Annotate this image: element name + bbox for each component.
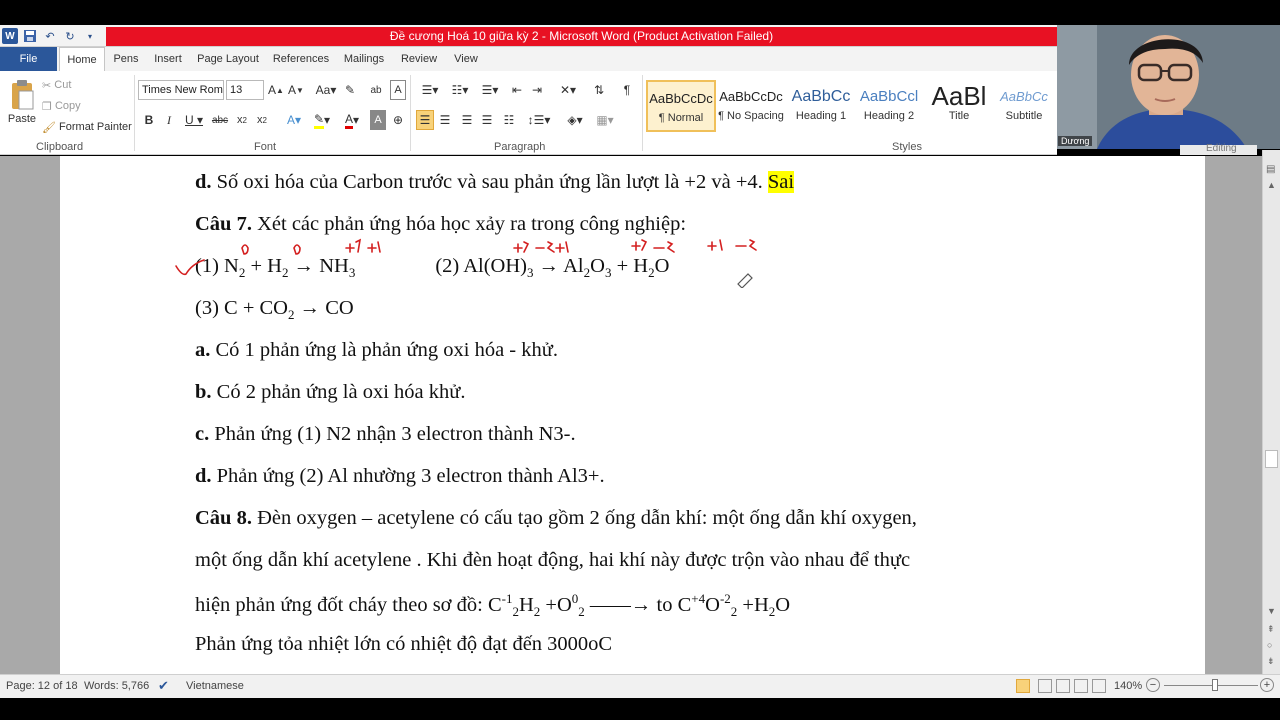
zoom-level[interactable]: 140% (1114, 680, 1143, 692)
format-painter-button[interactable] (42, 119, 132, 135)
subscript-button[interactable]: x 2 (237, 114, 247, 126)
styles-group-label: Styles (892, 141, 922, 153)
scroll-thumb[interactable] (1265, 450, 1278, 468)
style-sample: AaBbCcDc (649, 91, 713, 106)
doc-line-11[interactable]: hiện phản ứng đốt cháy theo sơ đồ: $C^{-1}_2H_2 +O^0_2$ ——→ to $C^{+4}O^{-2}_2 +H_2O$ (195, 591, 791, 619)
tab-file[interactable]: File (0, 47, 57, 71)
cut-button[interactable] (42, 77, 71, 93)
question-label: Câu 7. (195, 213, 252, 235)
window-title: Đề cương Hoá 10 giữa kỳ 2 - Microsoft Word (Product Activation Failed) (106, 27, 1057, 46)
bullets-button[interactable]: ☰▾ (421, 83, 439, 97)
separator (642, 75, 643, 151)
doc-line-reactions-1-2[interactable]: (1) $N_2 + H_2 \to NH_3$ (2) $Al(OH)_3 \to Al_2O_3 + H_2O$ (195, 255, 670, 281)
style-name: Title (948, 110, 970, 122)
scroll-up-icon[interactable]: ▲ (1267, 180, 1276, 190)
font-family-select[interactable]: Times New Rom (138, 80, 224, 100)
cut-label: Cut (54, 79, 72, 91)
align-right-button[interactable]: ☰ (461, 113, 473, 127)
decrease-indent-button[interactable]: ⇤ (511, 83, 523, 97)
tab-view[interactable]: View (454, 53, 478, 65)
webcam-overlay (1057, 25, 1280, 149)
style-heading-1[interactable] (786, 80, 856, 132)
tab-insert[interactable]: Insert (154, 53, 182, 65)
clear-format-icon[interactable]: ✎ (344, 83, 356, 97)
shrink-font-button[interactable]: A ▼ (288, 83, 304, 97)
sort-button[interactable]: ⇅ (593, 83, 605, 97)
paragraph-group-label: Paragraph (494, 141, 546, 153)
borders-button[interactable]: ▦▾ (596, 113, 614, 127)
scissors-icon: ✂ (42, 79, 52, 92)
show-formatting-button[interactable]: ¶ (623, 83, 631, 97)
line-text: Đèn oxygen – acetylene có cấu tạo gồm 2 ống dẫn khí: một ống dẫn khí oxygen, (251, 507, 917, 529)
style-sample: AaBbCc (1000, 89, 1048, 104)
doc-line-12[interactable] (195, 633, 612, 656)
enclose-characters-button[interactable]: ⊕ (392, 113, 404, 127)
doc-line-6[interactable] (195, 381, 466, 404)
underline-button[interactable]: U ▾ (184, 113, 204, 127)
editing-group-label-area (1180, 145, 1257, 155)
print-layout-view-icon[interactable] (1016, 679, 1030, 693)
style-sample: AaBl (931, 81, 987, 110)
doc-line-10[interactable] (195, 549, 910, 572)
ribbon-tabs (0, 47, 1057, 71)
proofing-icon[interactable]: ✔ (158, 678, 169, 693)
style-subtitle[interactable] (992, 80, 1056, 132)
copy-icon: ❐ (42, 100, 52, 113)
previous-page-icon[interactable]: ⇞ (1267, 624, 1275, 634)
ribbon (0, 71, 1057, 155)
style-normal[interactable] (646, 80, 716, 132)
zoom-in-icon[interactable]: + (1260, 678, 1274, 692)
next-page-icon[interactable]: ⇟ (1267, 656, 1275, 666)
doc-line-8[interactable] (195, 465, 605, 488)
save-icon[interactable] (22, 28, 38, 44)
brush-icon: 🖌 (42, 121, 56, 134)
option-label: a. (195, 339, 211, 361)
doc-line-5[interactable] (195, 339, 558, 362)
page-count[interactable]: Page: 12 of 18 (6, 680, 78, 692)
redo-icon[interactable]: ↻ (65, 30, 75, 43)
line-text: Phản ứng tỏa nhiệt lớn có nhiệt độ đạt đến 3000oC (195, 633, 613, 655)
zoom-slider-track[interactable] (1164, 685, 1258, 686)
line-text: Có 2 phản ứng là oxi hóa khử. (211, 381, 466, 403)
outline-view-icon[interactable] (1074, 679, 1088, 693)
browse-object-icon[interactable]: ○ (1267, 640, 1273, 650)
doc-line-reaction-3[interactable]: (3) $C + CO_2$ → CO (195, 297, 354, 323)
style-name: Heading 2 (863, 110, 915, 122)
highlighted-answer: Sai (767, 171, 795, 193)
doc-line-7[interactable] (195, 423, 576, 446)
change-case-button[interactable]: Aa▾ (315, 83, 337, 97)
option-label: b. (195, 381, 212, 403)
tab-pens[interactable]: Pens (113, 53, 139, 65)
copy-button[interactable] (42, 98, 81, 114)
paste-label[interactable]: Paste (7, 113, 37, 125)
word-count[interactable]: Words: 5,766 (84, 680, 150, 692)
font-color-button[interactable]: A ▾ (344, 111, 360, 127)
option-label: d. (195, 465, 212, 487)
line-text: Xét các phản ứng hóa học xảy ra trong công nghiệp: (251, 213, 687, 235)
separator (410, 75, 411, 151)
style-name: Subtitle (1005, 110, 1043, 122)
question-label: Câu 8. (195, 507, 252, 529)
highlight-color-button[interactable]: ✎ ▾ (313, 111, 331, 127)
line-text: một ống dẫn khí acetylene . Khi đèn hoạt động, hai khí này được trộn vào nhau để thực (195, 549, 911, 571)
customize-qat-icon[interactable]: ▾ (87, 31, 92, 41)
status-bar (0, 674, 1280, 698)
option-label: d. (195, 171, 212, 193)
character-shading-button[interactable]: A (370, 110, 386, 130)
text-effects-button[interactable]: A▾ (286, 113, 302, 127)
style-title[interactable] (924, 80, 994, 132)
style-sample: AaBbCc (791, 88, 851, 105)
style-name: ¶ Normal (658, 112, 704, 124)
distributed-button[interactable]: ☷ (503, 113, 515, 127)
person-video-feed (1057, 25, 1280, 149)
style-name: ¶ No Spacing (718, 110, 784, 122)
bottom-black-bar (0, 698, 1280, 720)
undo-icon[interactable]: ↶ (45, 30, 55, 43)
style-sample: AaBbCcDc (719, 89, 783, 104)
top-black-bar (0, 0, 1280, 25)
doc-line-2[interactable] (195, 213, 686, 236)
zoom-out-icon[interactable]: − (1146, 678, 1160, 692)
font-group-label: Font (254, 141, 277, 153)
zoom-slider-thumb[interactable] (1212, 679, 1218, 691)
multilevel-list-button[interactable]: ☰▾ (481, 83, 499, 97)
tab-mailings[interactable]: Mailings (343, 53, 385, 65)
grow-font-button[interactable]: A ▲ (268, 83, 284, 97)
webcam-name-label: Dương (1058, 136, 1092, 146)
shading-button[interactable]: ◈▾ (567, 113, 583, 127)
line-text: Có 1 phản ứng là phản ứng oxi hóa - khử. (210, 339, 558, 361)
asian-layout-button[interactable]: ✕▾ (559, 83, 577, 97)
superscript-button[interactable]: x 2 (257, 114, 267, 126)
separator (134, 75, 135, 151)
scroll-down-icon[interactable]: ▼ (1267, 606, 1276, 616)
language-indicator[interactable]: Vietnamese (186, 680, 244, 692)
style-heading-2[interactable] (854, 80, 924, 132)
justify-button[interactable]: ☰ (481, 113, 493, 127)
full-screen-reading-view-icon[interactable] (1038, 679, 1052, 693)
line-text: Phản ứng (2) Al nhường 3 electron thành Al3+. (211, 465, 605, 487)
increase-indent-button[interactable]: ⇥ (531, 83, 543, 97)
strikethrough-button[interactable]: abc (211, 114, 229, 126)
font-size-select[interactable]: 13 (226, 80, 264, 100)
tab-review[interactable]: Review (400, 53, 438, 65)
tab-home[interactable]: Home (59, 47, 105, 72)
character-border-icon[interactable]: A (390, 80, 406, 100)
line-spacing-button[interactable]: ↕☰▾ (527, 113, 551, 127)
italic-button[interactable]: I (167, 112, 171, 127)
ruler-toggle-icon[interactable]: ▤ (1266, 164, 1276, 175)
copy-label: Copy (54, 100, 81, 112)
title-bar (0, 25, 1057, 47)
vertical-scrollbar[interactable] (1262, 150, 1280, 674)
align-left-button[interactable]: ☰ (416, 110, 434, 130)
line-text: Phản ứng (1) N2 nhận 3 electron thành N3-. (209, 423, 576, 445)
align-center-button[interactable]: ☰ (439, 113, 451, 127)
draft-view-icon[interactable] (1092, 679, 1106, 693)
word-logo-icon[interactable]: W (2, 28, 18, 44)
style-sample: AaBbCcl (859, 88, 919, 105)
style-no-spacing[interactable] (716, 80, 786, 132)
tab-page-layout[interactable]: Page Layout (197, 53, 259, 65)
numbering-button[interactable]: ☷▾ (451, 83, 469, 97)
web-layout-view-icon[interactable] (1056, 679, 1070, 693)
editing-group-label: Editing (1206, 143, 1237, 154)
doc-line-9[interactable] (195, 507, 917, 530)
quick-access-toolbar (2, 27, 98, 45)
tab-references[interactable]: References (272, 53, 330, 65)
bold-button[interactable]: B (144, 113, 154, 127)
format-painter-label: Format Painter (59, 121, 132, 133)
style-name: Heading 1 (795, 110, 847, 122)
doc-line-1[interactable] (195, 171, 794, 194)
phonetic-guide-icon[interactable]: ab (370, 84, 382, 96)
option-label: c. (195, 423, 210, 445)
clipboard-group-label: Clipboard (36, 141, 84, 153)
line-text: Số oxi hóa của Carbon trước và sau phản ứng lần lượt là +2 và +4. (211, 171, 768, 193)
